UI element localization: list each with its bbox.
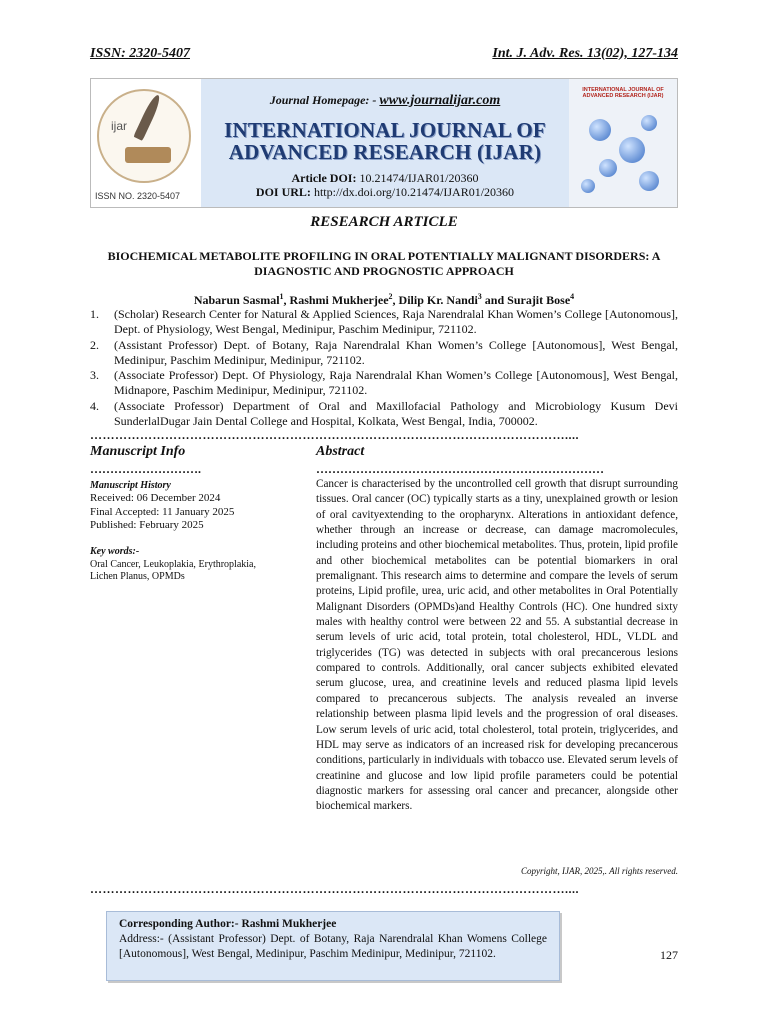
molecule-icon bbox=[599, 159, 617, 177]
journal-citation: Int. J. Adv. Res. 13(02), 127-134 bbox=[492, 46, 678, 61]
manuscript-history-label: Manuscript History bbox=[90, 480, 171, 491]
affiliation-item: 4. (Associate Professor) Department of Oral and Maxillofacial Pathology and Microbiology Kusum Devi SunderlalDugar Jain Dental College and Hospital, Kolkata, West Bengal, India, 700002. bbox=[90, 398, 678, 429]
affiliation-list bbox=[90, 307, 678, 429]
author-affiliation-mark: 4 bbox=[570, 292, 575, 301]
molecule-icon bbox=[619, 137, 645, 163]
article-title-line-2: DIAGNOSTIC AND PROGNOSTIC APPROACH bbox=[254, 264, 514, 278]
journal-homepage bbox=[201, 93, 569, 109]
author-name: Nabarun Sasmal bbox=[193, 293, 280, 307]
molecule-icon bbox=[589, 119, 611, 141]
affiliation-item: 3. (Associate Professor) Dept. Of Physiology, Raja Narendralal Khan Women’s College [Autonomous], West Bengal, Midnapore, Paschim Medinipur, Medinipur, 721102. bbox=[90, 368, 678, 398]
journal-banner bbox=[90, 78, 678, 208]
copyright-notice: Copyright, IJAR, 2025,. All rights reserved. bbox=[521, 866, 678, 876]
affiliation-item: 2. (Assistant Professor) Dept. of Botany, Raja Narendralal Khan Women’s College [Autonomous], West Bengal, Medinipur, Paschim Medinipur, Medinipur, 721102. bbox=[90, 337, 678, 367]
received-date: Received: 06 December 2024 bbox=[90, 492, 221, 505]
doi-url: DOI URL: http://dx.doi.org/10.21474/IJAR01/20360 bbox=[255, 185, 515, 199]
accepted-date: Final Accepted: 11 January 2025 bbox=[90, 505, 235, 518]
article-doi: Article DOI: 10.21474/IJAR01/20360 bbox=[291, 171, 479, 185]
journal-name-line-1: INTERNATIONAL JOURNAL OF bbox=[224, 118, 546, 142]
banner-center bbox=[201, 79, 569, 207]
separator-bottom: …………………………………………………………………………………………………….... bbox=[90, 882, 579, 896]
author-affiliation-mark: 2 bbox=[388, 292, 393, 301]
manuscript-info-heading: Manuscript Info bbox=[90, 444, 186, 459]
keywords-label: Key words:- bbox=[90, 546, 140, 557]
journal-logo bbox=[91, 79, 201, 207]
journal-cover bbox=[569, 79, 677, 207]
author-name: Dilip Kr. Nandi bbox=[398, 293, 478, 307]
article-title bbox=[90, 249, 678, 279]
abstract-heading: Abstract bbox=[316, 444, 365, 459]
molecule-icon bbox=[641, 115, 657, 131]
journal-name-line-2: ADVANCED RESEARCH (IJAR) bbox=[228, 140, 542, 164]
running-header bbox=[90, 46, 678, 62]
logo-text: ijar bbox=[111, 119, 128, 133]
manuscript-dots: ………………………. bbox=[90, 462, 201, 476]
author-name: Rashmi Mukherjee bbox=[289, 293, 389, 307]
abstract-text: Cancer is characterised by the uncontrolled cell growth that disrupt surrounding tissues. Oral cancer (OC) typically starts as a tiny, unexplained growth or lesion of oral cavityextending to the oropharynx. Alterations in antioxidant defence, whether through an increase or decrease, can damage macromolecules, including proteins and other biochemical metabolites. Thus, protein, lipid profile and other biochemical metabolites can be potential biomarkers in oral premalignant. This research aims to determine and compare the levels of serum proteins, Lipid profile, urea, uric acid, and other metabolites in Oral Potentially Malignant Disorders (OPMDs)and Healthy Controls (HC). One hundred sixty males with healthy control were between 22 and 55. A substantial decrease in serum levels of uric acid, total protein, total cholesterol, HDL, VLDL and triglycerides (TG) was detected in subjects with oral precancerous lesions compared to controls. Additionally, oral cancer subjects exhibited elevated serum glucose, urea, and creatinine levels and reduced plasma lipid levels compared to precancerous subjects. The analysis revealed an inverse relationship between plasma lipid levels and the progression of oral diseases. Low serum levels of uric acid, total cholesterol, total protein, triglycerides, and HDL may serve as indicators of an increased risk for developing precancerous conditions, particularly in individuals with tobacco use. Elevated serum levels of creatinine and glucose and low lipid profile parameters could be potential diagnostic markers for assessing oral cancer and precancer, alongside other biochemical markers. bbox=[316, 478, 678, 813]
author-name: Surajit Bose bbox=[507, 293, 571, 307]
article-doi-value: 10.21474/IJAR01/20360 bbox=[359, 171, 479, 185]
logo-issn: ISSN NO. 2320-5407 bbox=[95, 191, 181, 201]
keywords-list: Oral Cancer, Leukoplakia, Erythroplakia, Lichen Planus, OPMDs bbox=[90, 558, 256, 582]
corresponding-author-address: Address:- (Assistant Professor) Dept. of Botany, Raja Narendralal Khan Womens College [Autonomous], West Bengal, Medinipur, Paschim Medinipur, Medinipur, 721102. bbox=[119, 933, 547, 960]
author-affiliation-mark: 3 bbox=[477, 292, 482, 301]
article-title-line-1: BIOCHEMICAL METABOLITE PROFILING IN ORAL POTENTIALLY MALIGNANT DISORDERS: A bbox=[107, 249, 661, 263]
book-icon bbox=[125, 147, 171, 163]
keywords bbox=[90, 546, 256, 584]
cover-title: INTERNATIONAL JOURNAL OF ADVANCED RESEARCH (IJAR) bbox=[582, 87, 664, 99]
issn-label: ISSN: 2320-5407 bbox=[90, 46, 190, 61]
affiliation-item: 1. (Scholar) Research Center for Natural & Applied Sciences, Raja Narendralal Khan Women’s College [Autonomous], Dept. of Physiology, West Bengal, Medinipur, Paschim Medinipur, 721102. bbox=[90, 307, 678, 337]
abstract-dots: ……………………………………………………………… bbox=[316, 462, 604, 476]
journal-name bbox=[201, 119, 569, 163]
homepage-link[interactable]: www.journalijar.com bbox=[379, 93, 501, 108]
molecule-icon bbox=[581, 179, 595, 193]
article-type: RESEARCH ARTICLE bbox=[310, 214, 458, 230]
doi-url-link[interactable]: http://dx.doi.org/10.21474/IJAR01/20360 bbox=[313, 185, 515, 199]
published-date: Published: February 2025 bbox=[90, 519, 204, 532]
corresponding-author-box bbox=[106, 911, 560, 981]
page-number: 127 bbox=[660, 948, 678, 962]
corresponding-author-heading: Corresponding Author:- Rashmi Mukherjee bbox=[119, 918, 337, 930]
separator-top: …………………………………………………………………………………………………….... bbox=[90, 428, 579, 442]
author-affiliation-mark: 1 bbox=[279, 292, 284, 301]
author-list: Nabarun Sasmal$^1$, Rashmi Mukherjee$^2$, Dilip Kr. Nandi$^3$ and Surajit Bose$^4$ bbox=[193, 292, 575, 307]
doi-block bbox=[201, 171, 569, 199]
molecule-icon bbox=[639, 171, 659, 191]
manuscript-history bbox=[90, 479, 290, 533]
homepage-label: Journal Homepage: - bbox=[269, 93, 377, 107]
